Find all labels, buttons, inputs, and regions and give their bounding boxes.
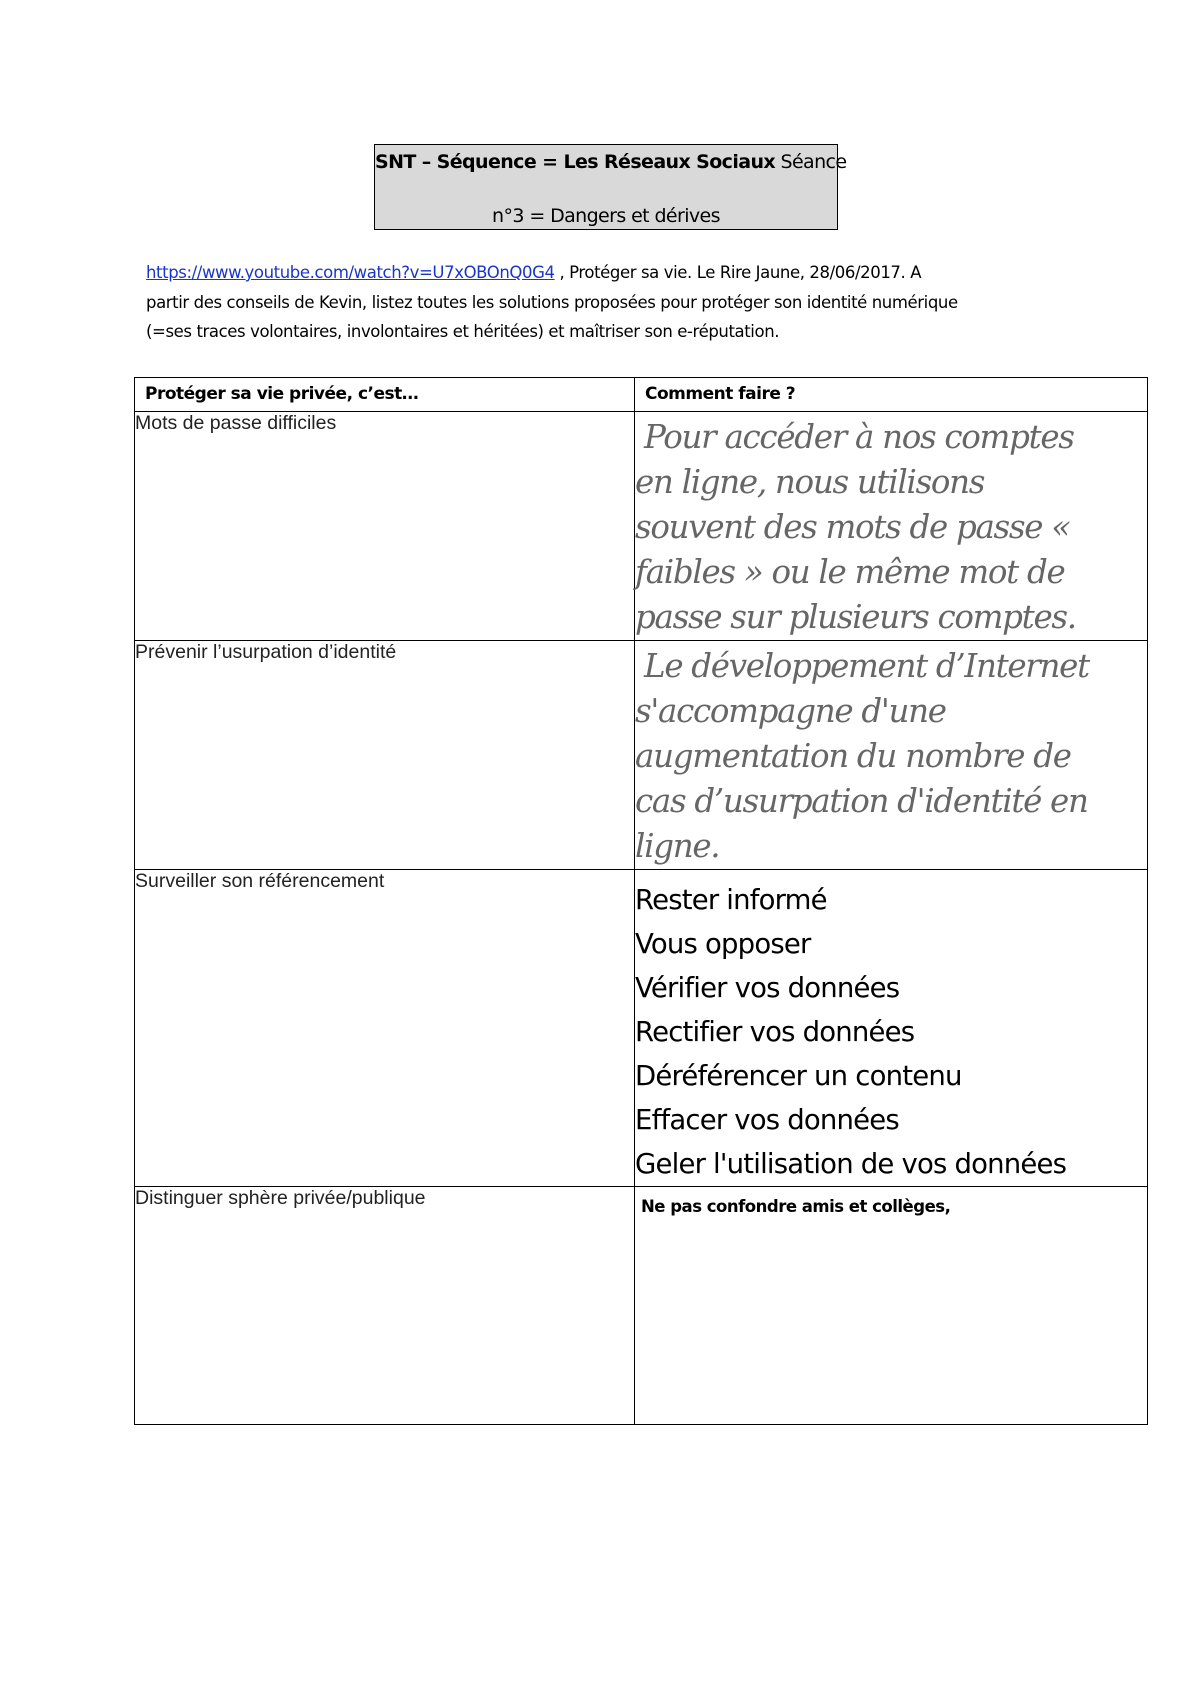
text-line: cas d’usurpation d'identité en bbox=[635, 782, 1088, 820]
list-item: Effacer vos données bbox=[635, 1104, 899, 1136]
text-line: souvent des mots de passe « bbox=[635, 508, 1070, 546]
header-privacy: Protéger sa vie privée, c’est… bbox=[135, 378, 635, 412]
title-line-1 bbox=[375, 151, 847, 173]
list-item: Rester informé bbox=[635, 884, 827, 916]
text-line: augmentation du nombre de bbox=[635, 737, 1071, 775]
passwords-text bbox=[635, 412, 1147, 640]
title-seance: Séance bbox=[775, 151, 847, 173]
video-citation: , Protéger sa vie. Le Rire Jaune, 28/06/2017. A bbox=[554, 263, 922, 282]
row-label-identity-theft: Prévenir l’usurpation d’identité bbox=[135, 641, 635, 870]
text-line: en ligne, nous utilisons bbox=[635, 463, 985, 501]
instructions-paragraph bbox=[146, 258, 1106, 347]
document-title-box bbox=[374, 144, 847, 230]
text-line: faibles » ou le même mot de bbox=[635, 553, 1065, 591]
table-header-row bbox=[135, 378, 1148, 412]
row-label-referencing: Surveiller son référencement bbox=[135, 870, 635, 1187]
identity-theft-text bbox=[635, 641, 1147, 869]
list-item: Vérifier vos données bbox=[635, 972, 900, 1004]
text-line: passe sur plusieurs comptes. bbox=[635, 598, 1076, 636]
list-item: Déréférencer un contenu bbox=[635, 1060, 962, 1092]
instructions-line-2: partir des conseils de Kevin, listez toutes les solutions proposées pour protéger son identité numérique bbox=[146, 292, 958, 312]
video-link[interactable]: https://www.youtube.com/watch?v=U7xOBOnQ0G4 bbox=[146, 263, 555, 282]
table-row bbox=[135, 1187, 1148, 1425]
list-item: Rectifier vos données bbox=[635, 1016, 915, 1048]
list-item: Geler l'utilisation de vos données bbox=[635, 1148, 1067, 1180]
text-line: Le développement d’Internet bbox=[635, 647, 1089, 685]
row-answer-passwords bbox=[635, 412, 1148, 641]
row-answer-identity-theft bbox=[635, 641, 1148, 870]
instructions-line-1 bbox=[146, 258, 1106, 288]
list-item: Vous opposer bbox=[635, 928, 811, 960]
privacy-table bbox=[134, 377, 1148, 1425]
row-answer-referencing bbox=[635, 870, 1148, 1187]
table-row bbox=[135, 412, 1148, 641]
private-public-answer: Ne pas confondre amis et collèges, bbox=[641, 1197, 951, 1216]
title-sequence: SNT – Séquence = Les Réseaux Sociaux bbox=[375, 151, 776, 173]
table-row bbox=[135, 870, 1148, 1187]
row-label-private-public: Distinguer sphère privée/publique bbox=[135, 1187, 635, 1425]
text-line: Pour accéder à nos comptes bbox=[635, 418, 1074, 456]
title-line-2: n°3 = Dangers et dérives bbox=[492, 205, 720, 227]
text-line: ligne. bbox=[635, 827, 720, 865]
row-label-passwords: Mots de passe difficiles bbox=[135, 412, 635, 641]
text-line: s'accompagne d'une bbox=[635, 692, 946, 730]
header-how-to: Comment faire ? bbox=[635, 378, 1148, 412]
instructions-line-3: (=ses traces volontaires, involontaires et héritées) et maîtriser son e-réputation. bbox=[146, 322, 780, 341]
row-answer-private-public bbox=[635, 1187, 1148, 1425]
table-row bbox=[135, 641, 1148, 870]
referencing-list bbox=[635, 870, 1147, 1186]
